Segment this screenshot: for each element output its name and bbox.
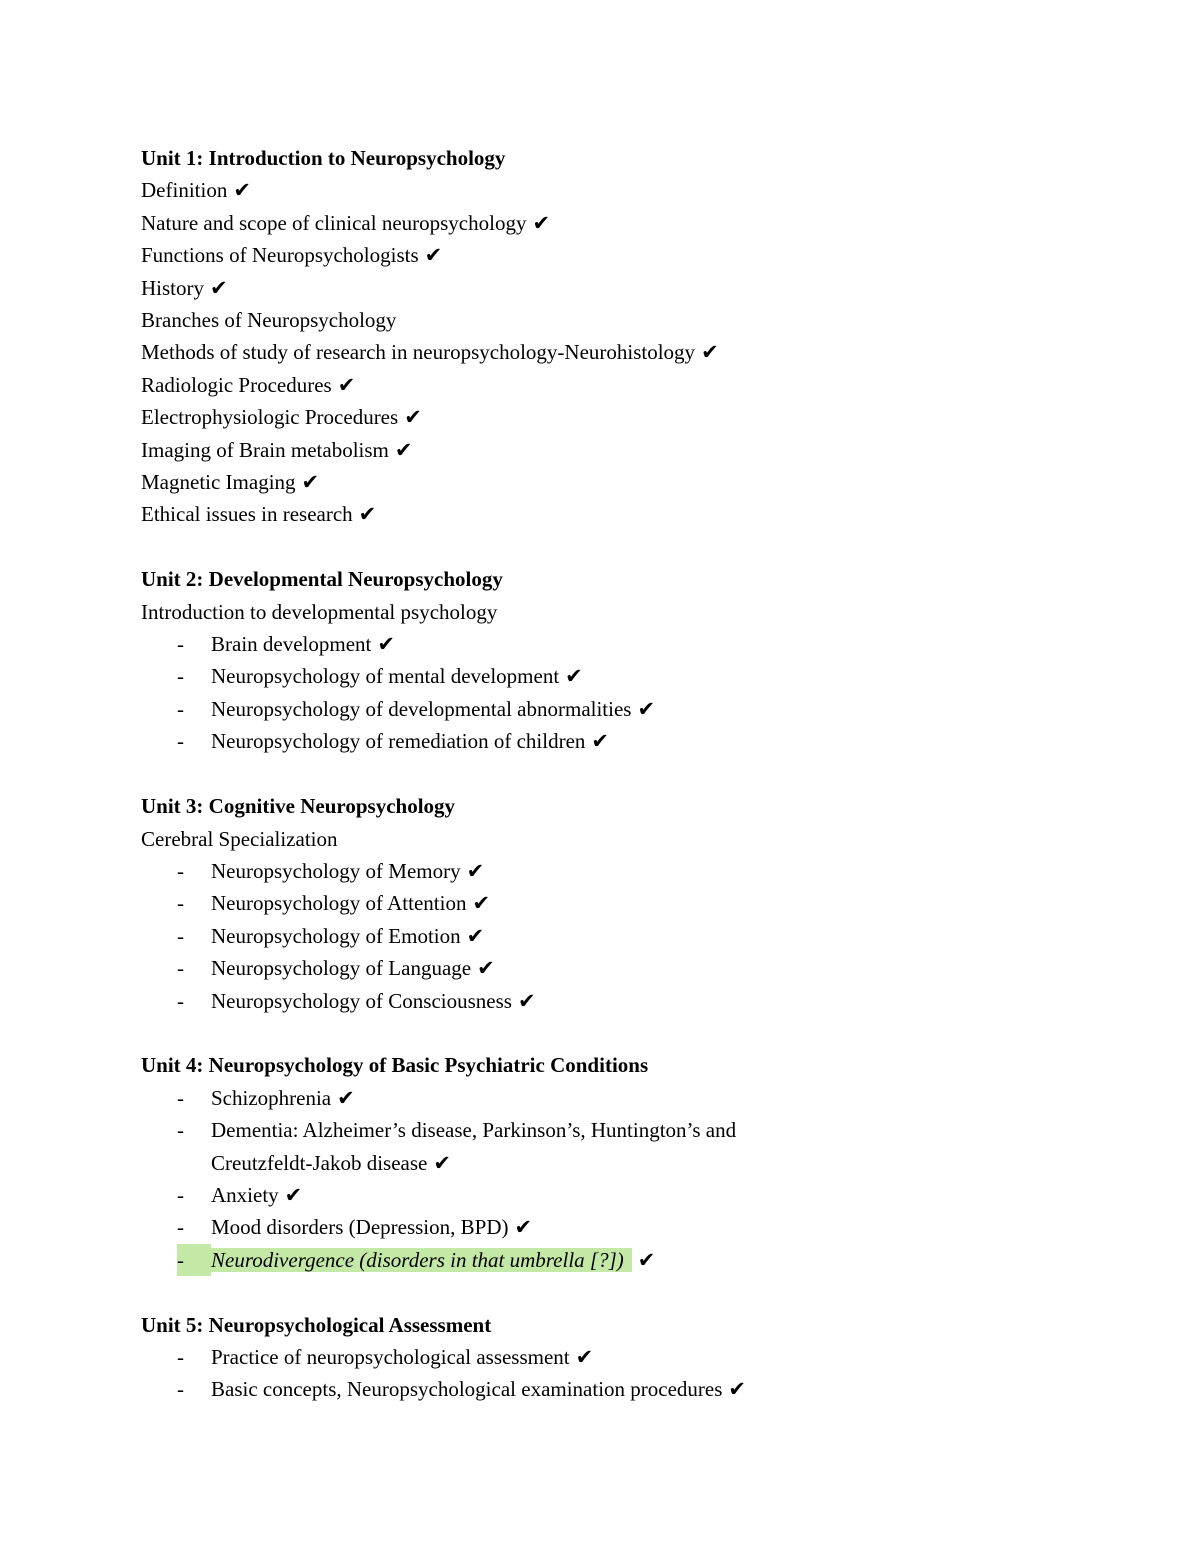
list-dash: - [177, 923, 184, 948]
topic-text: Magnetic Imaging [141, 470, 296, 495]
list-item [141, 855, 1041, 887]
list-item-body [211, 725, 1041, 757]
list-item-body [211, 887, 1041, 919]
list-item-body [211, 628, 1041, 660]
list-item [141, 952, 1041, 984]
list-dash: - [177, 729, 184, 754]
list-dash: - [177, 1118, 184, 1143]
topic-text: Imaging of Brain metabolism [141, 437, 389, 462]
list-dash: - [177, 891, 184, 916]
check-mark-icon: ✔ [337, 372, 356, 397]
topic-text: Ethical issues in research [141, 502, 353, 527]
check-mark-icon: ✔ [337, 1085, 355, 1110]
list-item [141, 628, 1041, 660]
topic-text: Introduction to developmental psychology [141, 599, 498, 624]
list-dash: - [177, 1215, 184, 1240]
list-item-text: Anxiety [211, 1182, 279, 1207]
list-item-text: Neuropsychology of Memory [211, 858, 461, 883]
list-item-body [211, 855, 1041, 887]
topic-line [141, 272, 1041, 304]
topic-line [141, 174, 1041, 206]
check-mark-icon: ✔ [424, 243, 443, 268]
unit-title: Unit 4: Neuropsychology of Basic Psychiatric Conditions [141, 1053, 649, 1078]
unit-section [141, 1049, 1041, 1276]
syllabus-document [141, 142, 1041, 1438]
list-dash: - [177, 956, 184, 981]
list-item-text: Schizophrenia [211, 1085, 332, 1110]
list-item-body [211, 660, 1041, 692]
list-item [141, 920, 1041, 952]
unit-title: Unit 2: Developmental Neuropsychology [141, 567, 503, 592]
check-mark-icon: ✔ [575, 1344, 594, 1369]
check-mark-icon: ✔ [591, 729, 609, 754]
list-dash: - [177, 1344, 184, 1369]
list-dash: - [177, 696, 184, 721]
topic-text: History [141, 275, 204, 300]
list-dash: - [177, 1182, 184, 1207]
check-mark-icon: ✔ [394, 437, 413, 462]
list-item-body [211, 1114, 1041, 1179]
list-item-text: Neuropsychology of mental development [211, 664, 560, 689]
list-item-body [211, 1341, 1041, 1373]
list-item [141, 725, 1041, 757]
topic-line [141, 434, 1041, 466]
list-item-body [211, 693, 1041, 725]
list-item [141, 1341, 1041, 1373]
list-item-text: Dementia: Alzheimer’s disease, Parkinson’s, Huntington’s and [211, 1118, 737, 1143]
topic-text: Nature and scope of clinical neuropsychology [141, 210, 527, 235]
check-mark-icon: ✔ [532, 210, 551, 235]
check-mark-icon: ✔ [637, 1247, 656, 1272]
check-mark-icon: ✔ [466, 858, 485, 883]
list-item-text-continued [211, 1147, 1041, 1179]
list-item-text: Neurodivergence (disorders in that umbrella [?]) [211, 1248, 632, 1272]
list-item-body [211, 920, 1041, 952]
list-item [141, 1082, 1041, 1114]
check-mark-icon: ✔ [517, 988, 536, 1013]
topic-text: Branches of Neuropsychology [141, 308, 397, 333]
topic-text: Functions of Neuropsychologists [141, 243, 419, 268]
list-item-text: Mood disorders (Depression, BPD) [211, 1215, 509, 1240]
list-item-text: Neuropsychology of remediation of children [211, 729, 586, 754]
topic-text: Methods of study of research in neuropsychology-Neurohistology [141, 340, 696, 365]
list-dash: - [177, 1244, 211, 1276]
check-mark-icon: ✔ [377, 632, 395, 657]
list-item-text: Brain development [211, 632, 372, 657]
topic-line [141, 369, 1041, 401]
list-dash: - [177, 664, 184, 689]
list-item-text: Practice of neuropsychological assessment [211, 1344, 570, 1369]
unit-section [141, 790, 1041, 1017]
check-mark-icon: ✔ [701, 340, 719, 365]
check-mark-icon: ✔ [472, 891, 491, 916]
list-item-body [211, 1179, 1041, 1211]
unit-title: Unit 5: Neuropsychological Assessment [141, 1312, 492, 1337]
topic-line [141, 466, 1041, 498]
check-mark-icon: ✔ [210, 275, 228, 300]
list-item-text: Creutzfeldt-Jakob disease [211, 1150, 428, 1175]
list-dash: - [177, 988, 184, 1013]
topic-line [141, 304, 1041, 336]
list-dash: - [177, 1377, 184, 1402]
list-item-text: Neuropsychology of Attention [211, 891, 467, 916]
unit-section [141, 142, 1041, 531]
check-mark-icon: ✔ [301, 470, 320, 495]
check-mark-icon: ✔ [466, 923, 485, 948]
list-item [141, 1179, 1041, 1211]
list-item-body [211, 1082, 1041, 1114]
check-mark-icon: ✔ [358, 502, 377, 527]
check-mark-icon: ✔ [637, 696, 656, 721]
unit-section [141, 1309, 1041, 1406]
list-item-body [211, 952, 1041, 984]
list-item [141, 985, 1041, 1017]
topic-text: Cerebral Specialization [141, 826, 338, 851]
list-item [141, 1211, 1041, 1243]
topic-line [141, 823, 1041, 855]
list-item [141, 1244, 1041, 1276]
check-mark-icon: ✔ [404, 405, 422, 430]
check-mark-icon: ✔ [284, 1182, 303, 1207]
list-item [141, 1114, 1041, 1179]
list-item [141, 887, 1041, 919]
topic-line [141, 596, 1041, 628]
list-dash: - [177, 858, 184, 883]
list-item-text: Neuropsychology of Emotion [211, 923, 461, 948]
unit-title: Unit 3: Cognitive Neuropsychology [141, 794, 456, 819]
topic-text: Electrophysiologic Procedures [141, 405, 399, 430]
list-item [141, 1373, 1041, 1405]
list-dash: - [177, 632, 184, 657]
topic-line [141, 239, 1041, 271]
list-item [141, 660, 1041, 692]
list-item-body [211, 985, 1041, 1017]
check-mark-icon: ✔ [233, 178, 251, 203]
list-item-body [211, 1244, 1041, 1276]
check-mark-icon: ✔ [433, 1150, 451, 1175]
topic-text: Radiologic Procedures [141, 372, 332, 397]
topic-line [141, 498, 1041, 530]
check-mark-icon: ✔ [514, 1215, 533, 1240]
unit-section [141, 563, 1041, 757]
list-item-text: Neuropsychology of Language [211, 956, 472, 981]
topic-text: Definition [141, 178, 228, 203]
topic-line [141, 336, 1041, 368]
topic-line [141, 207, 1041, 239]
unit-title: Unit 1: Introduction to Neuropsychology [141, 146, 506, 170]
check-mark-icon: ✔ [477, 956, 495, 981]
list-item [141, 693, 1041, 725]
list-item-body [211, 1373, 1041, 1405]
check-mark-icon: ✔ [565, 664, 583, 689]
list-item-text: Neuropsychology of developmental abnormalities [211, 696, 632, 721]
list-dash: - [177, 1085, 184, 1110]
check-mark-icon: ✔ [728, 1377, 747, 1402]
topic-line [141, 401, 1041, 433]
list-item-body [211, 1211, 1041, 1243]
list-item-text: Neuropsychology of Consciousness [211, 988, 512, 1013]
list-item-text: Basic concepts, Neuropsychological examination procedures [211, 1377, 723, 1402]
